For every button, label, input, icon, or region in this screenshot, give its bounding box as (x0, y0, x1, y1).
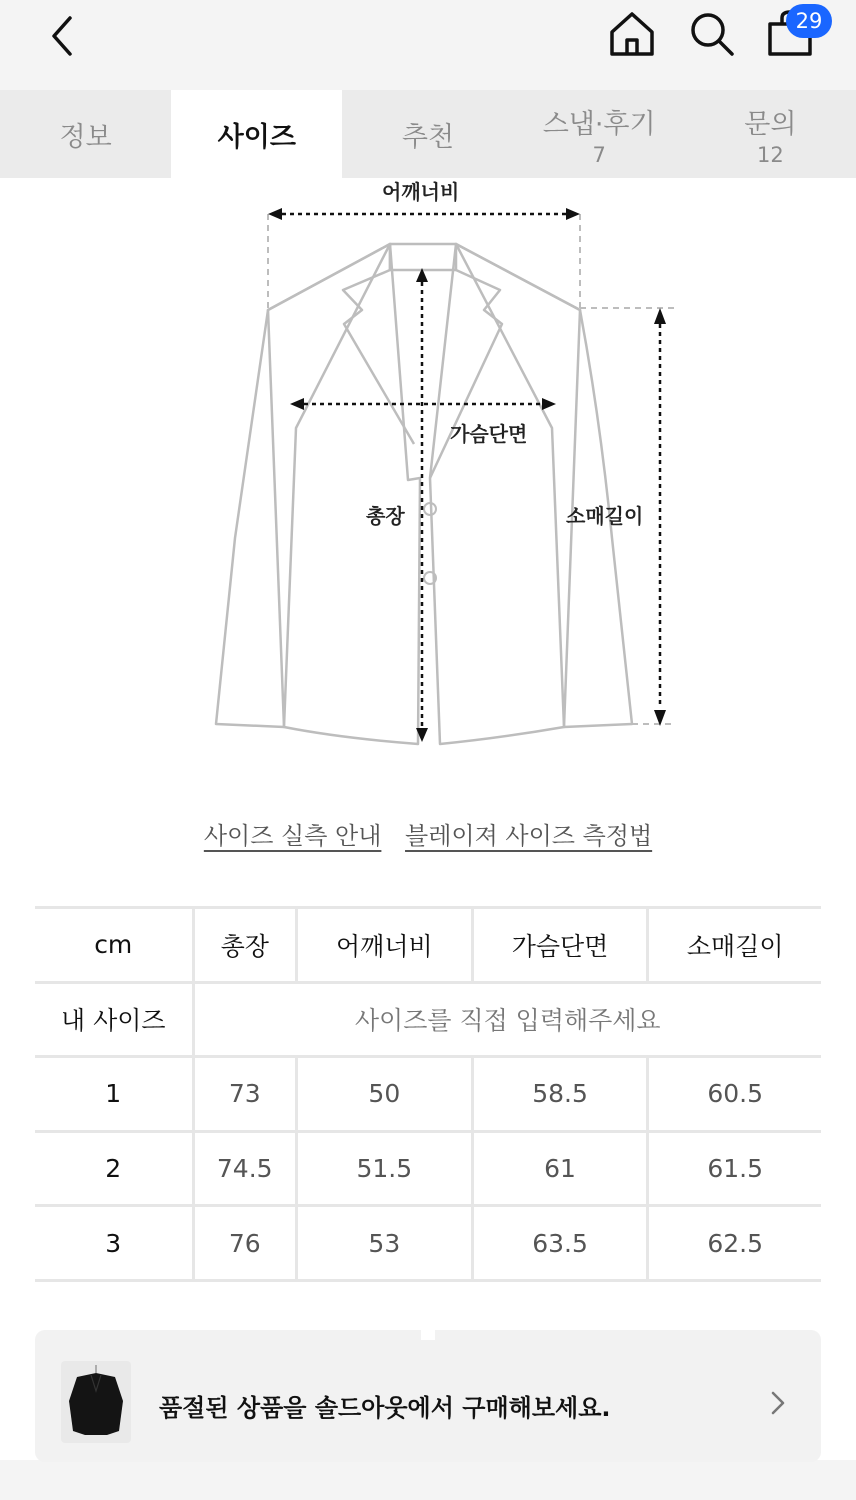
table-row (35, 1057, 821, 1132)
table-header-cell: 가슴단면 (472, 908, 648, 983)
table-cell: 51.5 (296, 1131, 472, 1206)
home-icon[interactable] (606, 8, 658, 60)
tab-label: 사이즈 (217, 121, 296, 153)
table-row (35, 1206, 821, 1281)
banner-notch (421, 1326, 435, 1340)
tab-inquiry[interactable] (685, 90, 856, 178)
size-table (35, 906, 821, 1282)
tab-label: 정보 (59, 121, 112, 153)
table-cell: 76 (193, 1206, 296, 1281)
sleeve-label: 소매길이 (566, 504, 644, 528)
my-size-row (35, 982, 821, 1057)
table-header-row (35, 908, 821, 983)
tab-count: 7 (592, 142, 606, 167)
table-cell: 74.5 (193, 1131, 296, 1206)
table-cell: 73 (193, 1057, 296, 1132)
tab-label: 스냅·후기 (542, 108, 656, 140)
tab-label: 문의 (744, 108, 797, 140)
top-bar (0, 0, 856, 90)
tab-count: 12 (756, 142, 784, 167)
size-label-cell: 3 (35, 1206, 193, 1281)
blazer-thumbnail-image (61, 1361, 131, 1443)
tab-label: 추천 (401, 121, 455, 153)
table-cell: 61 (472, 1131, 648, 1206)
soldout-message: 품절된 상품을 솔드아웃에서 구매해보세요. (159, 1394, 611, 1422)
table-cell: 53 (296, 1206, 472, 1281)
soldout-banner[interactable] (35, 1330, 821, 1462)
table-header-cell: 총장 (193, 908, 296, 983)
cart-count-badge: 29 (786, 4, 832, 38)
tab-recommend[interactable] (342, 90, 513, 178)
table-cell: 60.5 (648, 1057, 821, 1132)
size-label-cell: 2 (35, 1131, 193, 1206)
table-cell: 62.5 (648, 1206, 821, 1281)
size-content (0, 178, 856, 1460)
tab-snap-review[interactable] (514, 90, 685, 178)
product-thumbnail (61, 1361, 131, 1443)
tab-size[interactable] (171, 90, 342, 178)
table-cell: 61.5 (648, 1131, 821, 1206)
table-header-cell: 소매길이 (648, 908, 821, 983)
table-cell: 58.5 (472, 1057, 648, 1132)
chest-label: 가슴단면 (450, 422, 528, 446)
blazer-size-diagram (0, 178, 856, 768)
tab-info[interactable] (0, 90, 171, 178)
search-icon[interactable] (686, 8, 738, 60)
table-cell: 63.5 (472, 1206, 648, 1281)
chevron-right-icon[interactable] (765, 1388, 789, 1418)
table-row (35, 1131, 821, 1206)
length-label: 총장 (366, 504, 405, 528)
table-header-cell: 어깨너비 (296, 908, 472, 983)
blazer-illustration (0, 178, 856, 768)
chevron-left-icon[interactable] (40, 12, 88, 60)
table-cell: 50 (296, 1057, 472, 1132)
detail-tabs (0, 90, 856, 178)
size-guide-links (0, 816, 856, 851)
table-header-cell: cm (35, 908, 193, 983)
size-label-cell: 1 (35, 1057, 193, 1132)
size-guide-link[interactable]: 사이즈 실측 안내 (203, 822, 382, 850)
my-size-input[interactable]: 사이즈를 직접 입력해주세요 (193, 982, 821, 1057)
my-size-label: 내 사이즈 (35, 982, 193, 1057)
shoulder-label: 어깨너비 (382, 180, 460, 204)
blazer-measure-link[interactable]: 블레이져 사이즈 측정법 (405, 822, 653, 850)
